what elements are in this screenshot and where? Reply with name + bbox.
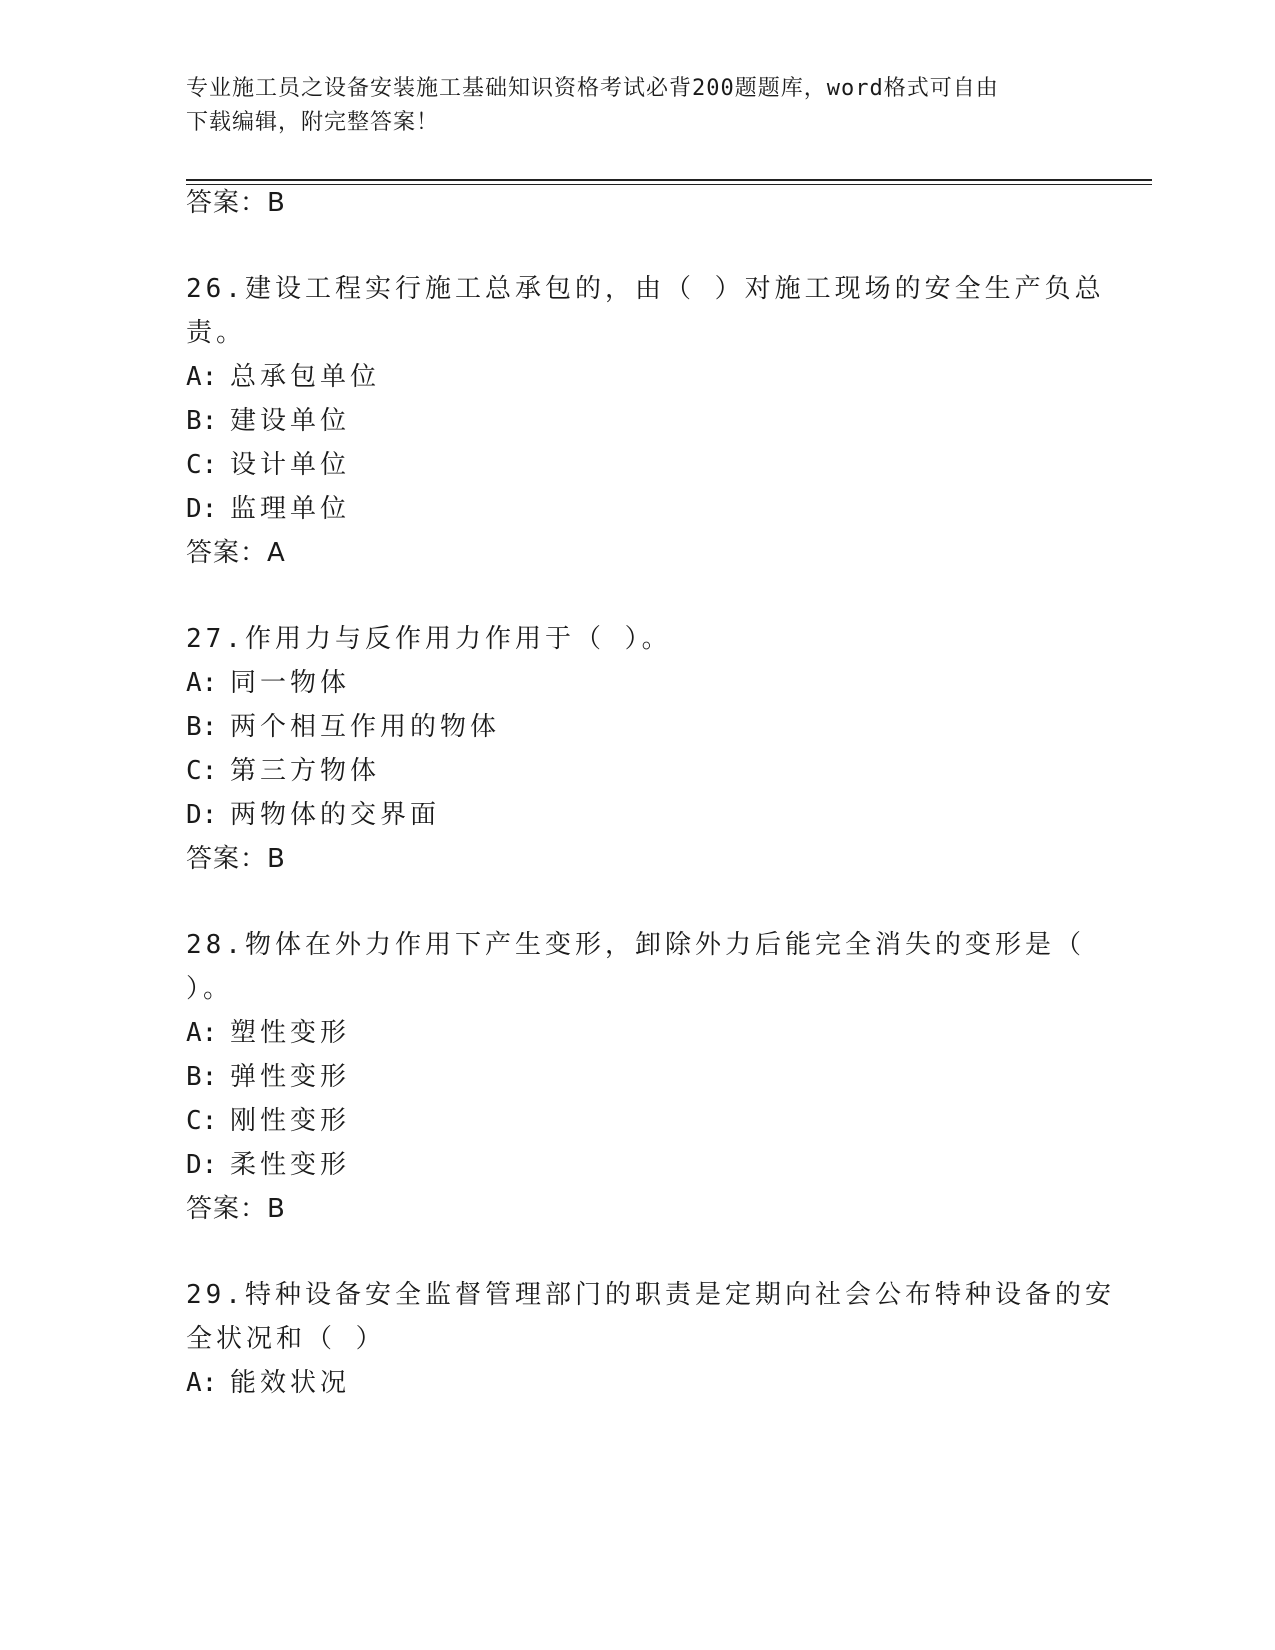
question-27-stem-line-1: 27.作用力与反作用力作用于（ ）。	[186, 624, 672, 654]
question-26-stem-line-1: 26.建设工程实行施工总承包的，由（ ）对施工现场的安全生产负总	[186, 274, 1105, 304]
question-28-option-b	[186, 1060, 350, 1094]
option-label: D:	[186, 800, 218, 830]
option-label: B:	[186, 712, 218, 742]
question-28-option-d	[186, 1148, 350, 1182]
option-text: 能效状况	[230, 1368, 351, 1398]
option-label: C:	[186, 450, 218, 480]
header-rule-thin	[186, 184, 1152, 185]
question-26-option-b	[186, 404, 350, 438]
option-text: 建设单位	[230, 406, 351, 436]
option-text: 监理单位	[230, 494, 351, 524]
question-28-stem-line-1: 28.物体在外力作用下产生变形，卸除外力后能完全消失的变形是（	[186, 930, 1085, 960]
option-text: 第三方物体	[230, 756, 381, 786]
question-27-option-b	[186, 710, 500, 744]
question-29-stem-line-1: 29.特种设备安全监督管理部门的职责是定期向社会公布特种设备的安	[186, 1280, 1115, 1310]
option-label: B:	[186, 1062, 218, 1092]
option-text: 塑性变形	[230, 1018, 351, 1048]
answer-q28: 答案：B	[186, 1194, 286, 1224]
option-label: D:	[186, 1150, 218, 1180]
answer-q25: 答案：B	[186, 188, 286, 218]
option-label: A:	[186, 362, 218, 392]
answer-q26: 答案：A	[186, 538, 286, 568]
question-27-option-c	[186, 754, 380, 788]
question-26-option-a	[186, 360, 380, 394]
option-label: A:	[186, 1368, 218, 1398]
option-text: 两个相互作用的物体	[230, 712, 501, 742]
question-26-option-d	[186, 492, 350, 526]
question-28-option-a	[186, 1016, 350, 1050]
option-text: 刚性变形	[230, 1106, 351, 1136]
option-label: C:	[186, 1106, 218, 1136]
header-line-2: 下载编辑，附完整答案！	[186, 110, 440, 135]
question-28-stem-line-2: ）。	[186, 974, 234, 1004]
question-27-option-d	[186, 798, 440, 832]
option-label: C:	[186, 756, 218, 786]
header-line-1: 专业施工员之设备安装施工基础知识资格考试必背200题题库，word格式可自由	[186, 76, 999, 101]
question-29-option-a	[186, 1366, 350, 1400]
question-26-stem-line-2: 责。	[186, 318, 247, 348]
document-header	[186, 72, 1066, 140]
header-rule-thick	[186, 179, 1152, 181]
option-label: D:	[186, 494, 218, 524]
option-text: 两物体的交界面	[230, 800, 441, 830]
question-27-option-a	[186, 666, 350, 700]
question-26-option-c	[186, 448, 350, 482]
option-text: 弹性变形	[230, 1062, 351, 1092]
answer-q27: 答案：B	[186, 844, 286, 874]
option-text: 同一物体	[230, 668, 351, 698]
option-text: 总承包单位	[230, 362, 381, 392]
question-29-stem-line-2: 全状况和（ ）	[186, 1324, 386, 1354]
option-label: A:	[186, 1018, 218, 1048]
option-text: 柔性变形	[230, 1150, 351, 1180]
option-label: A:	[186, 668, 218, 698]
option-text: 设计单位	[230, 450, 351, 480]
question-28-option-c	[186, 1104, 350, 1138]
option-label: B:	[186, 406, 218, 436]
